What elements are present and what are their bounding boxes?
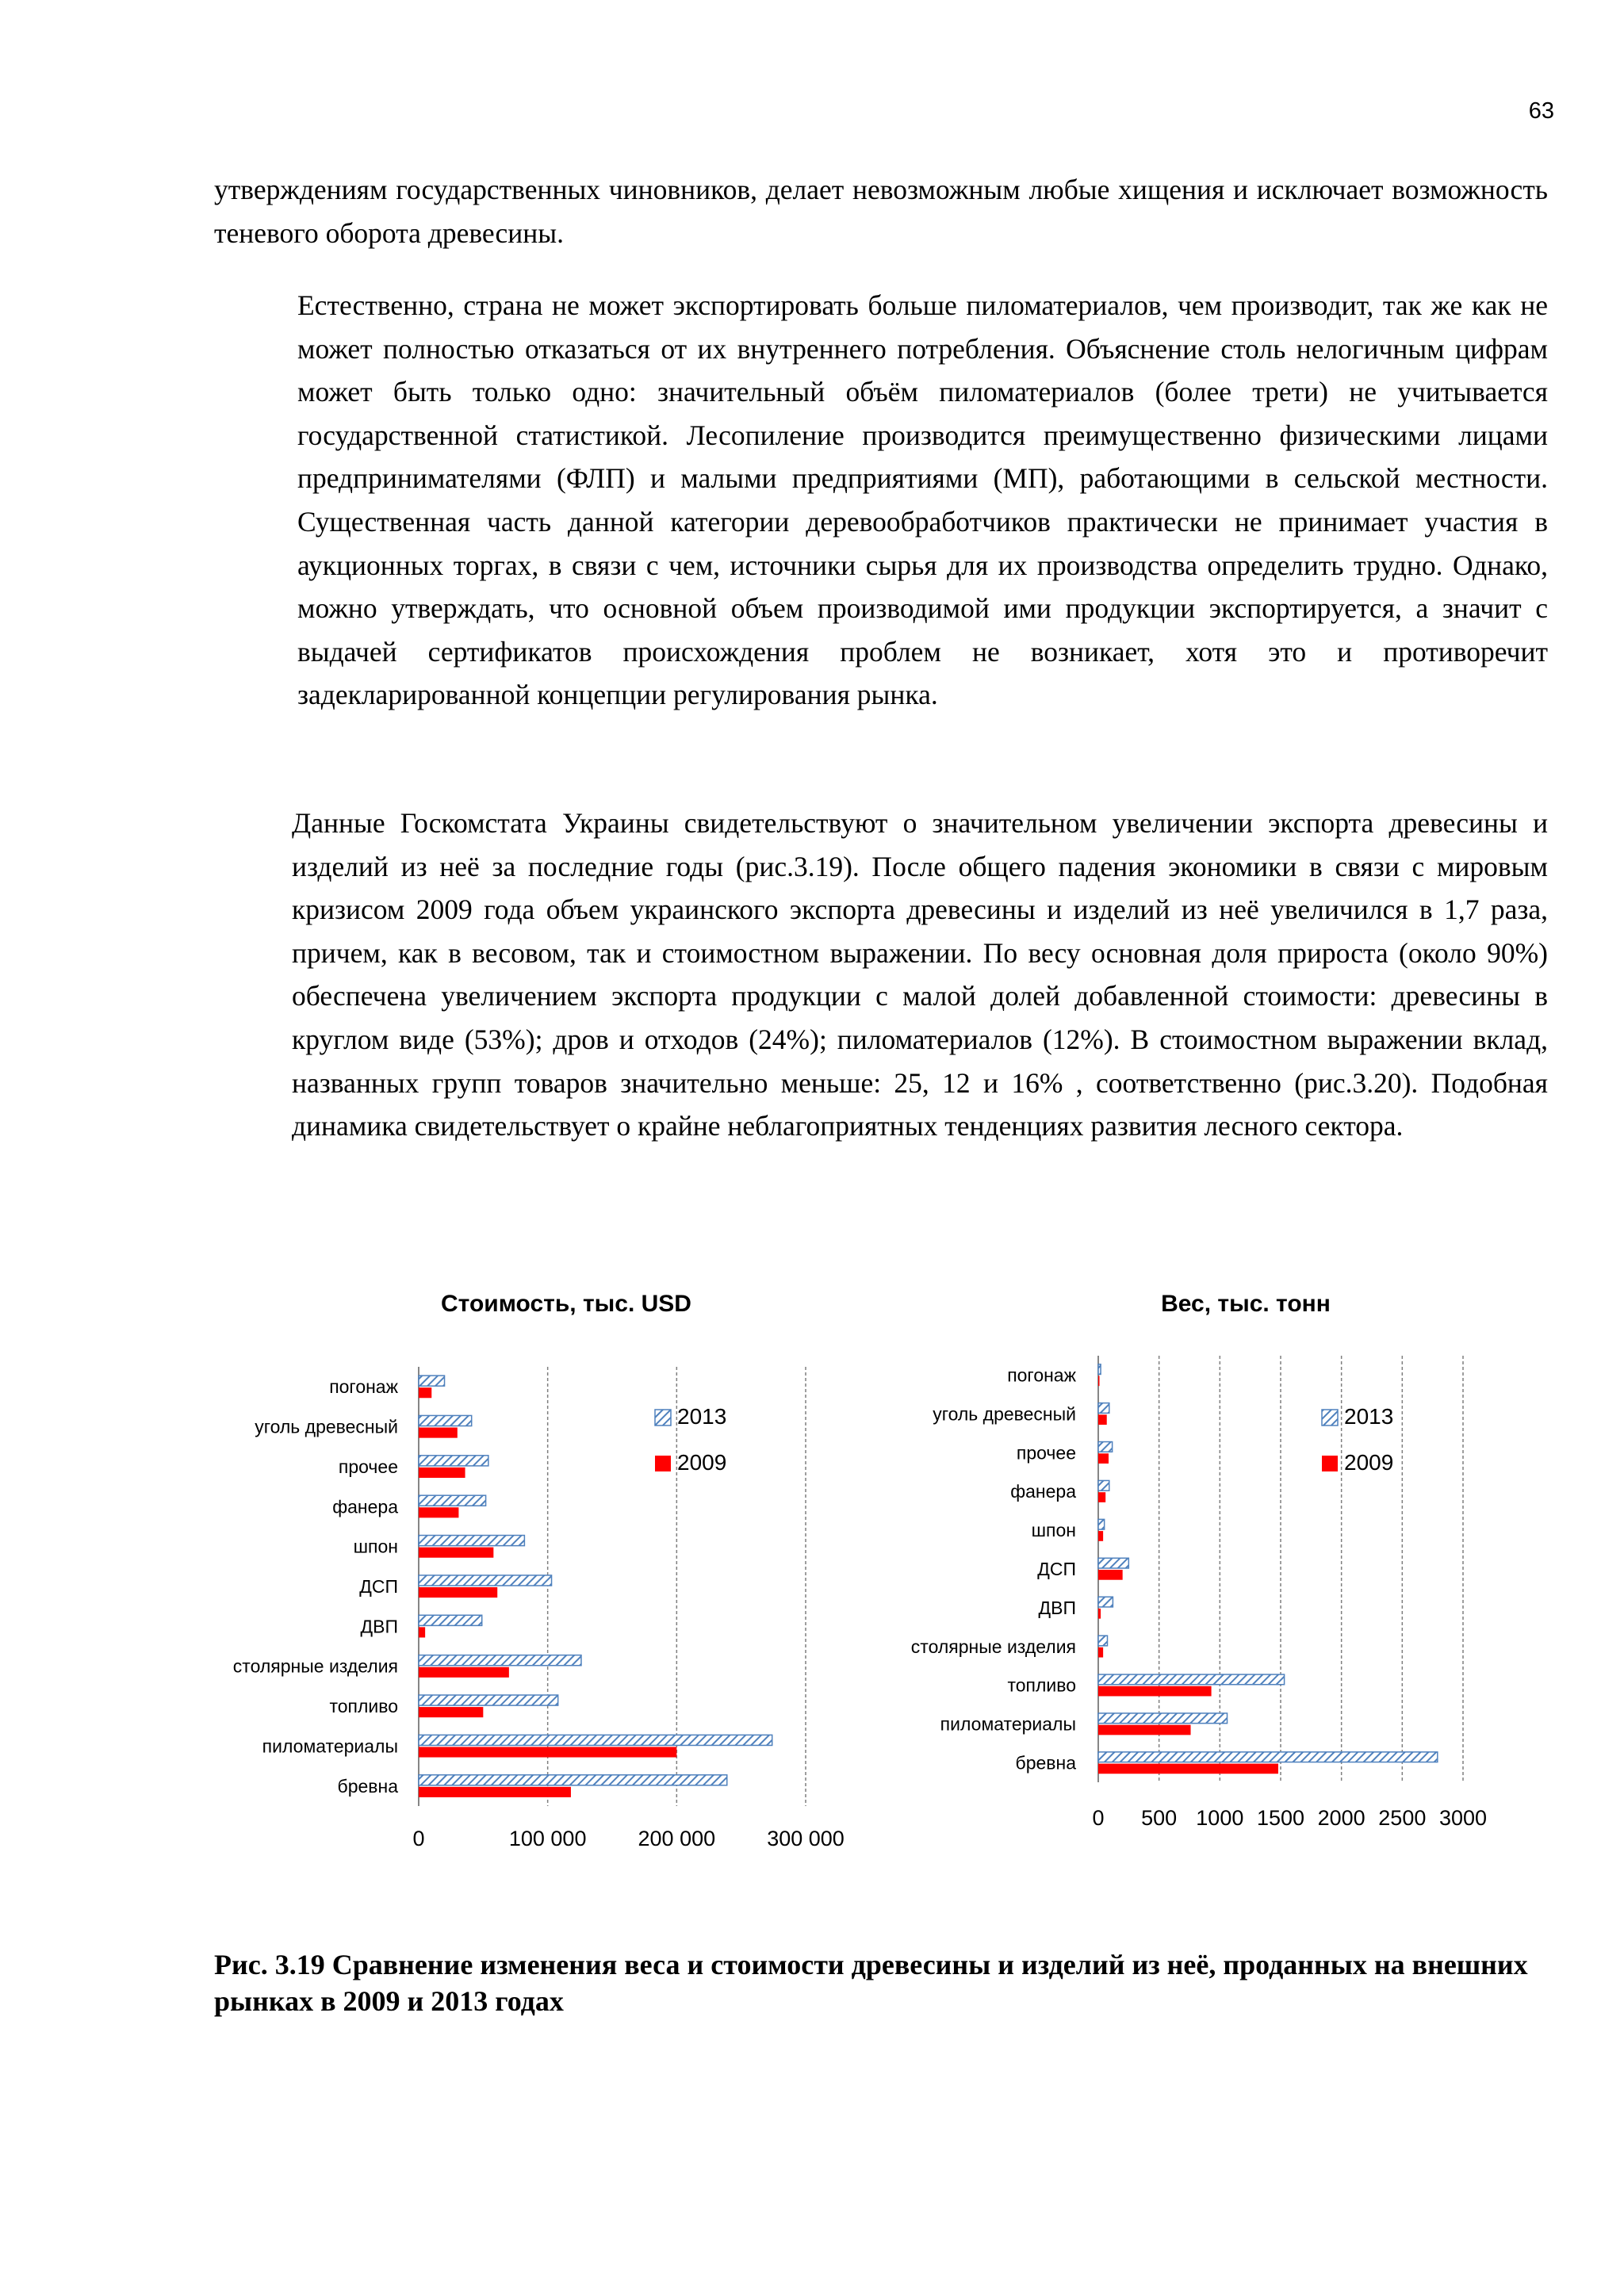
weight_chart-category-label: топливо bbox=[1007, 1674, 1076, 1696]
value_chart-legend-swatch-2009 bbox=[655, 1456, 671, 1471]
weight_chart-bar-2009-8 bbox=[1098, 1686, 1212, 1697]
value_chart-tick-label: 200 000 bbox=[638, 1827, 716, 1850]
value_chart-bar-2009-10 bbox=[419, 1787, 571, 1797]
value_chart-category-label: прочее bbox=[338, 1456, 398, 1477]
weight_chart-title: Вес, тыс. тонн bbox=[1161, 1291, 1331, 1317]
weight_chart-category-label: шпон bbox=[1031, 1520, 1076, 1541]
value_chart-tick-label: 300 000 bbox=[767, 1827, 845, 1850]
value_chart-bar-2013-5 bbox=[419, 1575, 552, 1586]
weight_chart-bar-2013-5 bbox=[1098, 1558, 1128, 1568]
weight_chart-bar-2009-1 bbox=[1098, 1414, 1107, 1425]
value_chart-title: Стоимость, тыс. USD bbox=[441, 1291, 691, 1317]
value_chart-legend-label-2009: 2009 bbox=[677, 1450, 727, 1475]
weight_chart-bar-2013-7 bbox=[1098, 1636, 1108, 1646]
value_chart-category-label: столярные изделия bbox=[232, 1655, 398, 1677]
weight_chart-tick-label: 1000 bbox=[1196, 1806, 1244, 1830]
weight_chart-bar-2009-10 bbox=[1098, 1764, 1278, 1774]
value_chart-legend-swatch-2013 bbox=[655, 1410, 671, 1425]
weight_chart-bar-2013-9 bbox=[1098, 1713, 1228, 1724]
weight-chart bbox=[876, 1283, 1511, 1838]
weight_chart-bar-2009-6 bbox=[1098, 1609, 1101, 1619]
weight_chart-bar-2009-5 bbox=[1098, 1570, 1123, 1580]
value-chart bbox=[208, 1283, 858, 1862]
weight_chart-bar-2013-0 bbox=[1098, 1364, 1101, 1375]
weight_chart-bar-2013-3 bbox=[1098, 1480, 1109, 1490]
weight_chart-bar-2013-1 bbox=[1098, 1403, 1109, 1414]
paragraph-3 bbox=[214, 802, 1548, 1148]
value_chart-bar-2013-2 bbox=[419, 1456, 488, 1466]
value_chart-bar-2013-10 bbox=[419, 1775, 727, 1785]
value_chart-category-label: фанера bbox=[332, 1496, 398, 1517]
weight_chart-legend-swatch-2009 bbox=[1322, 1456, 1338, 1471]
weight_chart-category-label: ДВП bbox=[1038, 1597, 1076, 1618]
value_chart-bar-2013-7 bbox=[419, 1655, 581, 1666]
value_chart-category-label: ДВП bbox=[360, 1616, 398, 1637]
value_chart-category-label: топливо bbox=[329, 1696, 398, 1717]
weight_chart-bar-2013-6 bbox=[1098, 1597, 1113, 1607]
weight_chart-category-label: погонаж bbox=[1007, 1364, 1076, 1386]
weight_chart-legend-label-2013: 2013 bbox=[1344, 1404, 1394, 1429]
weight_chart-tick-label: 500 bbox=[1141, 1806, 1178, 1830]
weight_chart-bar-2013-2 bbox=[1098, 1442, 1113, 1452]
weight_chart-legend-label-2009: 2009 bbox=[1344, 1450, 1394, 1475]
value_chart-legend-label-2013: 2013 bbox=[677, 1404, 727, 1429]
value_chart-bar-2013-3 bbox=[419, 1495, 486, 1506]
weight_chart-category-label: столярные изделия bbox=[910, 1636, 1076, 1657]
weight_chart-bar-2009-9 bbox=[1098, 1725, 1191, 1735]
weight_chart-tick-label: 2500 bbox=[1378, 1806, 1427, 1830]
value-chart-svg bbox=[208, 1283, 858, 1862]
value_chart-bar-2009-6 bbox=[419, 1627, 425, 1637]
page-number: 63 bbox=[1528, 98, 1554, 124]
weight_chart-bar-2013-10 bbox=[1098, 1752, 1438, 1762]
figure-caption: Рис. 3.19 Сравнение изменения веса и стоимости древесины и изделий из неё, проданных на внешних рынках в 2009 и 2013 годах bbox=[214, 1949, 1528, 2017]
weight_chart-tick-label: 3000 bbox=[1438, 1806, 1488, 1830]
value_chart-category-label: пиломатериалы bbox=[262, 1735, 398, 1757]
weight_chart-legend-swatch-2013 bbox=[1322, 1410, 1338, 1425]
weight_chart-bar-2009-7 bbox=[1098, 1647, 1103, 1658]
value_chart-bar-2013-8 bbox=[419, 1695, 558, 1705]
paragraph-2 bbox=[214, 284, 1548, 717]
value_chart-bar-2009-9 bbox=[419, 1747, 676, 1757]
value_chart-bar-2013-6 bbox=[419, 1615, 482, 1625]
value_chart-tick-label: 0 bbox=[412, 1827, 425, 1850]
weight_chart-category-label: фанера bbox=[1010, 1481, 1076, 1502]
value_chart-category-label: ДСП bbox=[359, 1576, 398, 1597]
weight_chart-category-label: ДСП bbox=[1037, 1559, 1076, 1579]
value_chart-bar-2009-1 bbox=[419, 1428, 458, 1438]
value_chart-category-label: шпон bbox=[353, 1536, 398, 1557]
value_chart-bar-2013-4 bbox=[419, 1536, 524, 1546]
value_chart-bar-2009-5 bbox=[419, 1587, 497, 1598]
weight_chart-tick-label: 0 bbox=[1092, 1806, 1105, 1830]
value_chart-bar-2013-9 bbox=[419, 1735, 772, 1745]
weight_chart-tick-label: 2000 bbox=[1317, 1806, 1365, 1830]
weight_chart-bar-2013-4 bbox=[1098, 1519, 1105, 1529]
weight_chart-tick-label: 1500 bbox=[1256, 1806, 1305, 1830]
weight_chart-category-label: бревна bbox=[1015, 1752, 1076, 1774]
weight_chart-bar-2009-2 bbox=[1098, 1453, 1109, 1464]
value_chart-bar-2009-4 bbox=[419, 1548, 493, 1558]
value_chart-category-label: погонаж bbox=[329, 1376, 398, 1398]
value_chart-bar-2009-8 bbox=[419, 1707, 483, 1717]
weight_chart-bar-2009-4 bbox=[1098, 1531, 1103, 1541]
value_chart-category-label: бревна bbox=[337, 1775, 398, 1797]
value_chart-bar-2009-3 bbox=[419, 1507, 458, 1517]
value_chart-bar-2009-0 bbox=[419, 1387, 431, 1398]
paragraph-3-text: Данные Госкомстата Украины свидетельствуют о значительном увеличении экспорта древесины и изделий из неё за последние годы (рис.3.19). После общего падения экономики в связи с мировым кризисом 2009 года объем украинского экспорта древесины и изделий из неё увеличился в 1,7 раза, причем, как в весовом, так и стоимостном выражении. По весу основная доля прироста (около 90%) обеспечена увеличением экспорта продукции с малой долей добавленной стоимости: древесины в круглом виде (53%); дров и отходов (24%); пиломатериалов (12%). В стоимостном выражении вклад, названных групп товаров значительно меньше: 25, 12 и 16% , соответственно (рис.3.20). Подобная динамика свидетельствует о крайне неблагоприятных тенденциях развития лесного сектора. bbox=[292, 807, 1548, 1142]
paragraph-1-text: утверждениям государственных чиновников, делает невозможным любые хищения и исключает возможность теневого оборота древесины. bbox=[214, 174, 1548, 249]
paragraph-2-text: Естественно, страна не может экспортировать больше пиломатериалов, чем производит, так же как не может полностью отказаться от их внутреннего потребления. Объяснение столь нелогичным цифрам может быть только одно: значительный объём пиломатериалов (более трети) не учитывается государственной статистикой. Лесопиление производится преимущественно физическими лицами предпринимателями (ФЛП) и малыми предприятиями (МП), работающими в сельской местности. Существенная часть данной категории деревообработчиков практически не принимает участия в аукционных торгах, в связи с чем, источники сырья для их производства определить трудно. Однако, можно утверждать, что основной объем производимой ими продукции экспортируется, а значит с выдачей сертификатов происхождения проблем не возникает, хотя это и противоречит задекларированной концепции регулирования рынка. bbox=[297, 289, 1548, 711]
weight_chart-bar-2009-0 bbox=[1098, 1376, 1100, 1386]
value_chart-tick-label: 100 000 bbox=[508, 1827, 587, 1850]
paragraph-1 bbox=[214, 168, 1548, 254]
weight_chart-category-label: пиломатериалы bbox=[940, 1713, 1076, 1735]
weight_chart-category-label: прочее bbox=[1016, 1442, 1076, 1464]
value_chart-bar-2013-0 bbox=[419, 1376, 445, 1386]
value_chart-bar-2013-1 bbox=[419, 1415, 472, 1425]
weight_chart-bar-2013-8 bbox=[1098, 1674, 1285, 1685]
value_chart-category-label: уголь древесный bbox=[255, 1416, 398, 1437]
weight-chart-svg bbox=[876, 1283, 1511, 1838]
weight_chart-category-label: уголь древесный bbox=[933, 1403, 1076, 1425]
weight_chart-bar-2009-3 bbox=[1098, 1492, 1105, 1502]
value_chart-bar-2009-2 bbox=[419, 1468, 465, 1478]
value_chart-bar-2009-7 bbox=[419, 1667, 509, 1678]
